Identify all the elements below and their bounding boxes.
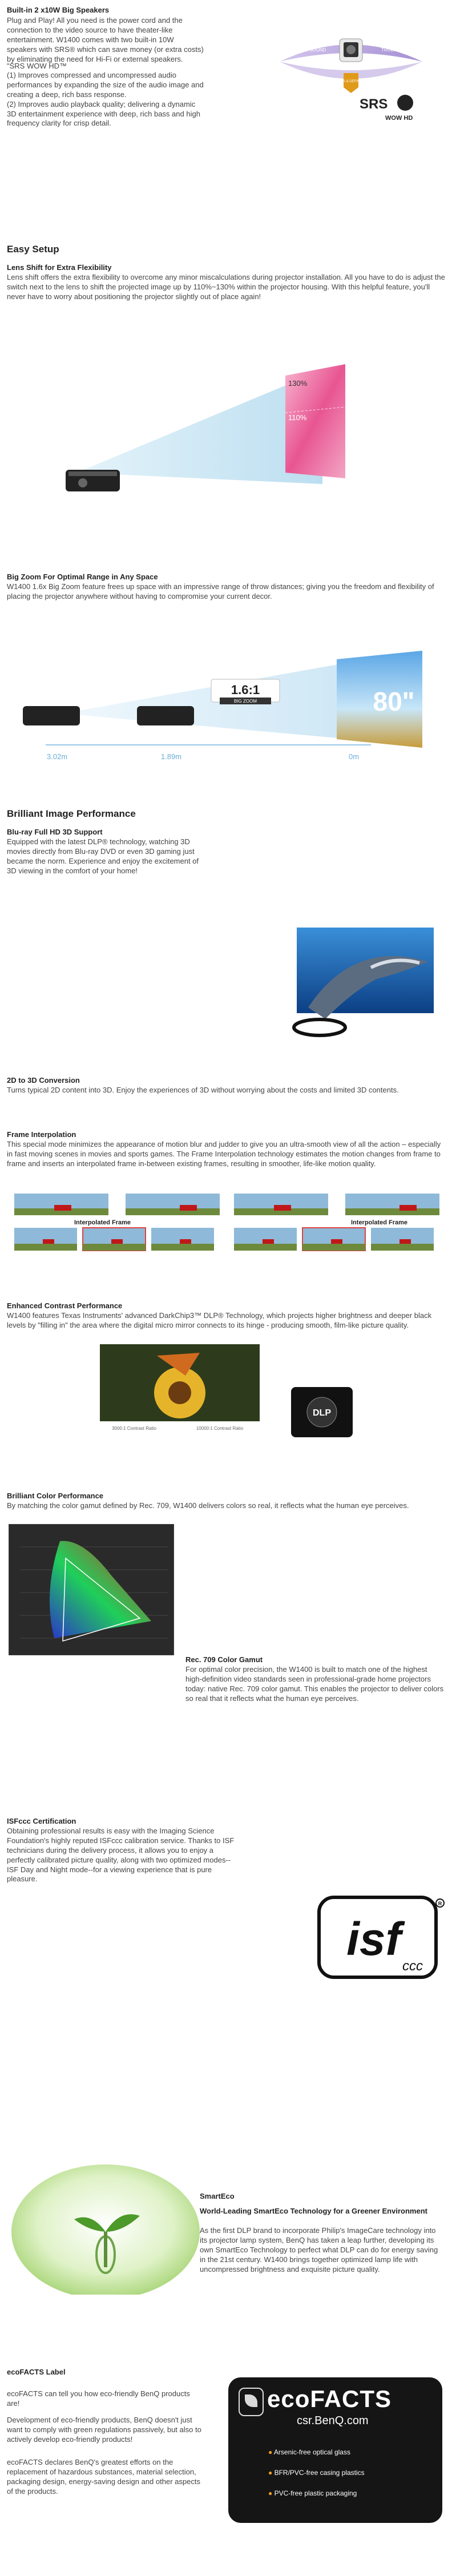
ecofacts-label-card [228,2377,442,2523]
speakers-body: Plug and Play! All you need is the power cord and the connection to the video source to have theater-like entertainment. W1400 comes with two built-in 10W speakers with SRS® which can save money (or extra costs) by eliminating the need for Hi-Fi or external speakers. [7,16,204,63]
distance-1-89m: 1.89m [160,752,182,761]
isfccc-body: Obtaining professional results is easy with the Imaging Science Foundation's highly reputed ISFccc calibration service. Thanks to ISF technicians during the delivery process, it allows you to enjoy a perfectly calibrated picture quality, along with two optimized modes-- ISF Day and Night mode--for a viewing experience that is pure pleasure. [7,1827,235,1884]
rec709-body: For optimal color precision, the W1400 is built to match one of the highest high-definition video standards seen in professional-grade home projectors today: native Rec. 709 color gamut. This enables the projector to deliver colors so real that it reflects what the human eye perceives. [185,1665,444,1703]
ecofacts-title: ecoFACTS Label [7,2368,66,2376]
srs-feature-list: (1) Improves compressed and uncompressed audio performances by expanding the size of the audio image and creating a deep, rich bass response. (2) Improves audio playback quality; delivering a dynamic 3D entertainment experience with deep, rich bass and high frequency clarity for crisp detail. [7,71,204,128]
ecofacts-p3: ecoFACTS declares BenQ's greatest efforts on the replacement of hazardous substances, material selection, packaging design, energy-saving design and other aspects of the products. [7,2458,200,2496]
conversion-body: Turns typical 2D content into 3D. Enjoy the experiences of 3D without worrying about the costs and limited 3D contents. [7,1086,399,1094]
interpolated-frame-label-right: Interpolated Frame [351,1219,408,1226]
ecofacts-item: ● PVC-free plastic packaging [268,2489,357,2497]
zoom-badge: BIG ZOOM [234,699,257,704]
lens-shift-title: Lens Shift for Extra Flexibility [7,263,112,272]
big-zoom-diagram [17,651,439,771]
zoom-ratio: 1.6:1 [231,683,260,697]
lens-shift-diagram [60,358,391,501]
big-zoom-body: W1400 1.6x Big Zoom feature frees up space with an impressive range of throw distances; giving you the freedom and flexibility of placing the projector anywhere without having to compromise your current decor. [7,582,434,600]
dlp-logo-text: DLP [313,1408,331,1418]
big-zoom-title: Big Zoom For Optimal Range in Any Space [7,573,158,581]
contrast-ratio-3000: 3000:1 Contrast Ratio [112,1426,156,1431]
interpolated-frame-label-left: Interpolated Frame [74,1219,131,1226]
isf-ccc-logo [317,1895,445,1981]
label-3d-sound: 3D SOUND [302,47,326,53]
contrast-body: W1400 features Texas Instruments' advanced DarkChip3™ DLP® Technology, which projects higher brightness and deeper black levels by "filling in" the area where the digital micro mirror connects to its hinge - producing smooth, film-like picture quality. [7,1311,432,1329]
srs-heading: "SRS WOW HD™ [7,62,67,70]
ecofacts-logo-text: ecoFACTS [267,2385,392,2412]
conversion-title: 2D to 3D Conversion [7,1076,80,1085]
smarteco-body: As the first DLP brand to incorporate Philip's ImageCare technology into its projector lamp system, BenQ has taken a leap further, developing its own SmartEco Technology to perfect what DLP can do for energy saving in the 21st century. W1400 brings together optimized lamp life with uncompressed brightness and exquisite picture quality. [200,2226,438,2273]
wow-hd-logo: WOW HD [385,115,413,122]
contrast-ratio-10000: 10000:1 Contrast Ratio [196,1426,244,1431]
ecofacts-item: ● BFR/PVC-free casing plastics [268,2469,365,2477]
color-gamut-image [9,1524,174,1655]
easy-setup-title: Easy Setup [7,244,59,255]
isf-logo-main: isf [346,1913,401,1965]
screen-size-label: 80" [373,687,415,716]
ecofacts-p2: Development of eco-friendly products, BenQ doesn't just want to comply with green regulations passively, but also to actively develop eco-friendly products! [7,2416,201,2444]
frame-interpolation-diagram [14,1189,439,1257]
bluray-3d-title: Blu-ray Full HD 3D Support [7,828,103,836]
color-body: By matching the color gamut defined by Rec. 709, W1400 delivers colors so real, it reflects what the human eye perceives. [7,1501,409,1510]
ecofacts-url: csr.BenQ.com [297,2414,369,2427]
dlp-logo [291,1387,353,1437]
speakers-title: Built-in 2 x10W Big Speakers [7,6,110,14]
smarteco-sprout-image [11,2163,200,2295]
ecofacts-leaf-icon [239,2388,264,2416]
label-focus: FOCUS & DEFINITION [333,80,369,83]
isfccc-title: ISFccc Certification [7,1817,76,1825]
label-110: 110% [288,413,307,422]
smarteco-title: SmartEco [200,2192,235,2200]
label-trubass: TRUBASS [381,47,403,53]
contrast-title: Enhanced Contrast Performance [7,1301,123,1310]
ecofacts-item: ● Arsenic-free optical glass [268,2448,350,2456]
label-130: 130% [288,379,308,388]
srs-sound-diagram [268,16,434,124]
rec709-title: Rec. 709 Color Gamut [185,1655,263,1664]
distance-0m: 0m [348,752,360,761]
svg-text:R: R [438,1901,442,1906]
smarteco-subtitle: World-Leading SmartEco Technology for a Greener Environment [200,2207,427,2215]
color-title: Brilliant Color Performance [7,1491,104,1500]
brilliant-image-title: Brilliant Image Performance [7,808,136,819]
frame-interpolation-title: Frame Interpolation [7,1130,76,1139]
dolphin-3d-image [285,922,442,1039]
distance-3-02m: 3.02m [46,752,68,761]
srs-logo: SRS [360,96,388,112]
butterfly-contrast-image [100,1344,260,1436]
isf-logo-sub: ccc [402,1958,423,1974]
lens-shift-body: Lens shift offers the extra flexibility to overcome any minor miscalculations during projector installation. All you have to do is adjust the switch next to the lens to shift the projected image up by 110%~130% within the projector housing. With this helpful feature, you'll never have to worry about positioning the projector slightly out of place again! [7,273,445,301]
frame-interpolation-body: This special mode minimizes the appearance of motion blur and judder to give you an ultra-smooth view of all the action – especially in fast moving scenes in movies and sports games. The Frame Interpolation technology estimates the motion changes from frame to frame and inserts an interpolated frame in-between existing frames, resulting in smoother, life-like motion quality. [7,1140,441,1168]
bluray-3d-body: Equipped with the latest DLP® technology, watching 3D movies directly from Blu-ray DVD or even 3D gaming just became the norm. Experience and enjoy the excitement of 3D viewing in the comfort of your home! [7,837,199,875]
ecofacts-p1: ecoFACTS can tell you how eco-friendly BenQ products are! [7,2389,190,2408]
